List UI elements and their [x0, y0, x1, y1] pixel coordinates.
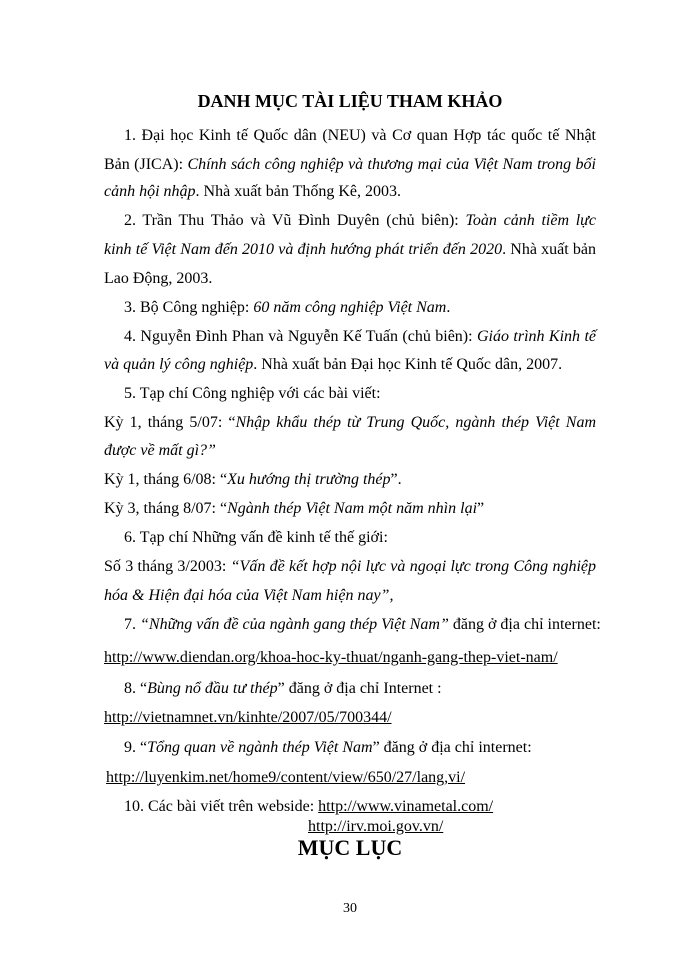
- ref-10-link-2[interactable]: http://irv.moi.gov.vn/: [308, 818, 444, 835]
- ref-8-line-1: 8. “Bùng nổ đầu tư thép” đăng ở địa chỉ Internet :: [124, 680, 442, 697]
- ref-9-line-1: 9. “Tổng quan về ngành thép Việt Nam” đăng ở địa chỉ internet:: [124, 739, 532, 756]
- ref-5-item-3: Kỳ 3, tháng 8/07: “Ngành thép Việt Nam một năm nhìn lại”: [104, 500, 485, 517]
- toc-title: MỤC LỤC: [297, 835, 403, 860]
- ref-1-line-3: cảnh hội nhập. Nhà xuất bản Thống Kê, 2003.: [104, 183, 401, 200]
- ref-7-link[interactable]: http://www.diendan.org/khoa-hoc-ky-thuat/nganh-gang-thep-viet-nam/: [104, 649, 558, 666]
- ref-10-line-1: 10. Các bài viết trên webside: http://www.vinametal.com/: [124, 798, 494, 815]
- ref-1-line-1: 1. Đại học Kinh tế Quốc dân (NEU) và Cơ quan Hợp tác quốc tế Nhật: [124, 127, 596, 144]
- ref-4-line-1: 4. Nguyễn Đình Phan và Nguyễn Kế Tuấn (chủ biên): Giáo trình Kinh tế: [124, 328, 597, 345]
- references-title: DANH MỤC TÀI LIỆU THAM KHẢO: [197, 91, 503, 111]
- ref-5-heading: 5. Tạp chí Công nghiệp với các bài viết:: [124, 385, 381, 402]
- ref-5-item-1-line-2: được về mất gì?”: [104, 442, 216, 459]
- ref-6-line-1: Số 3 tháng 3/2003: “Vấn đề kết hợp nội lực và ngoại lực trong Công nghiệp: [104, 558, 597, 575]
- ref-3-line: 3. Bộ Công nghiệp: 60 năm công nghiệp Việt Nam.: [124, 299, 451, 316]
- ref-7-url[interactable]: [104, 648, 558, 668]
- ref-7-line-1: 7. “Những vấn đề của ngành gang thép Việt Nam” đăng ở địa chỉ internet:: [124, 616, 601, 633]
- ref-2-line-1: 2. Trần Thu Thảo và Vũ Đình Duyên (chủ biên): Toàn cảnh tiềm lực: [124, 212, 596, 229]
- ref-10-line-2[interactable]: [308, 817, 443, 837]
- ref-6-heading: 6. Tạp chí Những vấn đề kinh tế thế giới:: [124, 529, 388, 546]
- ref-9-url[interactable]: [106, 768, 465, 788]
- ref-5-item-2: Kỳ 1, tháng 6/08: “Xu hướng thị trường thép”.: [104, 471, 402, 488]
- ref-8-link[interactable]: http://vietnamnet.vn/kinhte/2007/05/700344/: [104, 709, 392, 726]
- ref-5-item-1-line-1: Kỳ 1, tháng 5/07: “Nhập khẩu thép từ Trung Quốc, ngành thép Việt Nam: [104, 414, 596, 431]
- ref-2-line-2: kinh tế Việt Nam đến 2010 và định hướng phát triển đến 2020. Nhà xuất bản: [104, 241, 597, 258]
- page-number: 30: [343, 901, 357, 916]
- ref-8-url[interactable]: [104, 708, 392, 728]
- ref-2-line-3: Lao Động, 2003.: [104, 270, 213, 287]
- ref-9-link[interactable]: http://luyenkim.net/home9/content/view/650/27/lang,vi/: [106, 769, 466, 786]
- ref-6-line-2: hóa & Hiện đại hóa của Việt Nam hiện nay”,: [104, 587, 394, 604]
- ref-1-line-2: Bản (JICA): Chính sách công nghiệp và thương mại của Việt Nam trong bối: [104, 156, 597, 173]
- ref-10-link-1[interactable]: http://www.vinametal.com/: [318, 798, 494, 815]
- ref-4-line-2: và quản lý công nghiệp. Nhà xuất bản Đại học Kinh tế Quốc dân, 2007.: [104, 356, 563, 373]
